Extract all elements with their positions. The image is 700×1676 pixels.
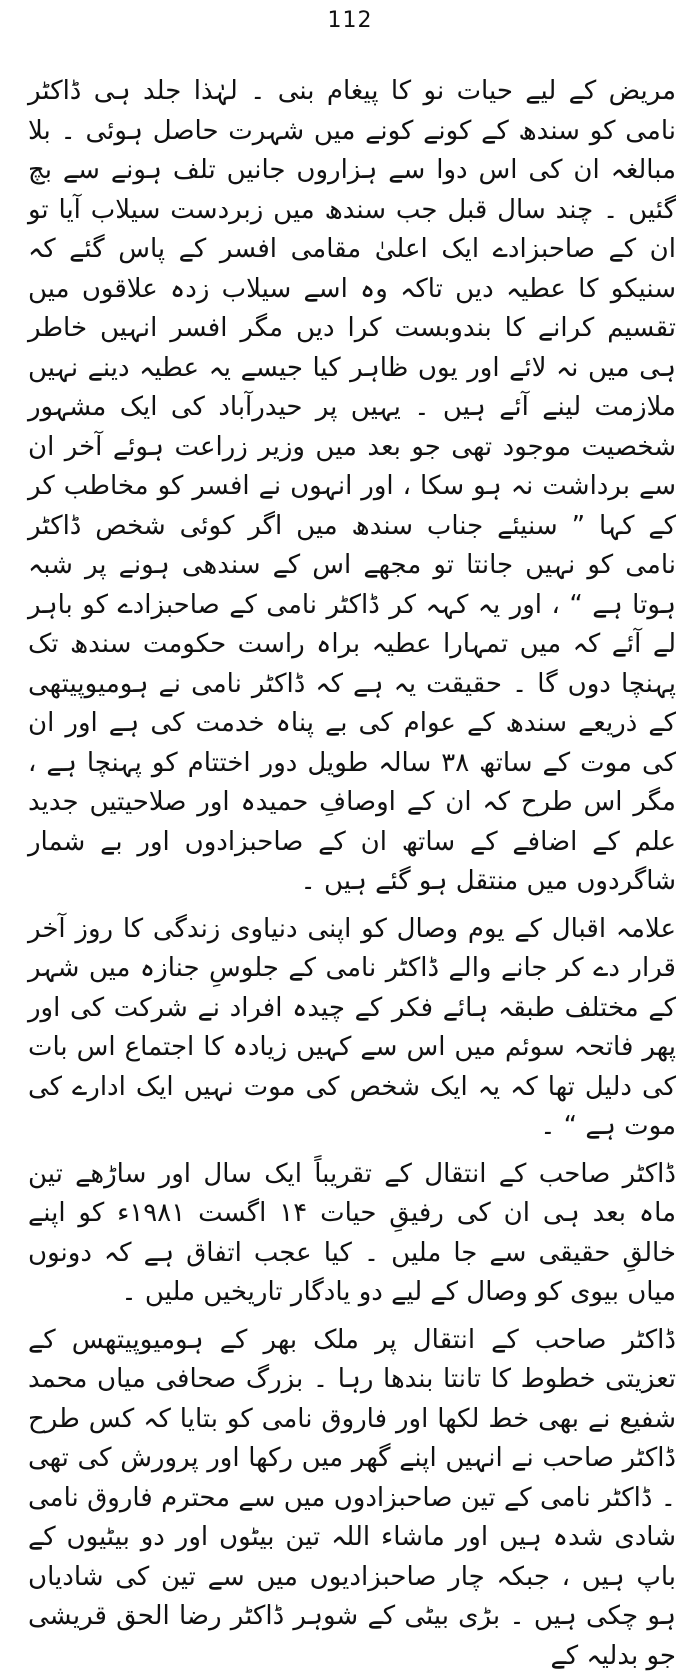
paragraph-1: مریض کے لیے حیات نو کا پیغام بنی ۔ لہٰذا جلد ہی ڈاکٹر نامی کو سندھ کے کونے کونے میں شہرت حاصل ہوئی ۔ بلا مبالغہ ان کی اس دوا سے ہزاروں جانیں تلف ہونے سے بچ گئیں ۔ چند سال قبل جب سندھ میں زبردست سیلاب آیا تو ان کے صاحبزادے ایک اعلیٰ مقامی افسر کے پاس گئے کہ سنیکو کا عطیہ دیں تاکہ وہ اسے سیلاب زدہ علاقوں میں تقسیم کرانے کا بندوبست کرا دیں مگر افسر انہیں خاطر ہی میں نہ لائے اور یوں ظاہر کیا جیسے یہ عطیہ دینے نہیں ملازمت لینے آئے ہیں ۔ یہیں پر حیدرآباد کی ایک مشہور شخصیت موجود تھی جو بعد میں وزیر زراعت ہوئے آخر ان سے برداشت نہ ہو سکا ، اور انہوں نے افسر کو مخاطب کر کے کہا ” سنیئے جناب سندھ میں اگر کوئی شخص ڈاکٹر نامی کو نہیں جانتا تو مجھے اس کے سندھی ہونے پر شبہ ہوتا ہے “ ، اور یہ کہہ کر ڈاکٹر نامی کے صاحبزادے کو باہر لے آئے کہ میں تمہارا عطیہ براہ راست حکومت سندھ تک پہنچا دوں گا ۔ حقیقت یہ ہے کہ ڈاکٹر نامی نے ہومیوپیتھی کے ذریعے سندھ کے عوام کی بے پناہ خدمت کی ہے اور ان کی موت کے ساتھ ۳۸ سالہ طویل دور اختتام کو پہنچا ہے ، مگر اس طرح کہ ان کے اوصافِ حمیدہ اور صلاحیتیں جدید علم کے اضافے کے ساتھ ان کے صاحبزادوں اور بے شمار شاگردوں میں منتقل ہو گئے ہیں ۔ [28, 72, 676, 902]
page-number: 112 [0, 8, 700, 33]
page-body [28, 72, 676, 1676]
paragraph-2: علامہ اقبال کے یوم وصال کو اپنی دنیاوی زندگی کا روز آخر قرار دے کر جانے والے ڈاکٹر نامی کے جلوسِ جنازہ میں شہر کے مختلف طبقہ ہائے فکر کے چیدہ افراد نے شرکت کی اور پھر فاتحہ سوئم میں اس سے کہیں زیادہ کا اجتماع اس بات کی دلیل تھا کہ یہ ایک شخص کی موت نہیں ایک ادارے کی موت ہے “ ۔ [28, 910, 676, 1147]
paragraph-4: ڈاکٹر صاحب کے انتقال پر ملک بھر کے ہومیوپیتھس کے تعزیتی خطوط کا تانتا بندھا رہا ۔ بزرگ صحافی میاں محمد شفیع نے بھی خط لکھا اور فاروق نامی کو بتایا کہ کس طرح ڈاکٹر صاحب نے انہیں اپنے گھر میں رکھا اور پرورش کی تھی ۔ ڈاکٹر نامی کے تین صاحبزادوں میں سے محترم فاروق نامی شادی شدہ ہیں اور ماشاء اللہ تین بیٹوں اور دو بیٹیوں کے باپ ہیں ، جبکہ چار صاحبزادیوں میں سے تین کی شادیاں ہو چکی ہیں ۔ بڑی بیٹی کے شوہر ڈاکٹر رضا الحق قریشی جو بدلیہ کے [28, 1321, 676, 1676]
paragraph-3: ڈاکٹر صاحب کے انتقال کے تقریباً ایک سال اور ساڑھے تین ماہ بعد ہی ان کی رفیقِ حیات ۱۴ اگست ۱۹۸۱ء کو اپنے خالقِ حقیقی سے جا ملیں ۔ کیا عجب اتفاق ہے کہ دونوں میاں بیوی کو وصال کے لیے دو یادگار تاریخیں ملیں ۔ [28, 1155, 676, 1313]
